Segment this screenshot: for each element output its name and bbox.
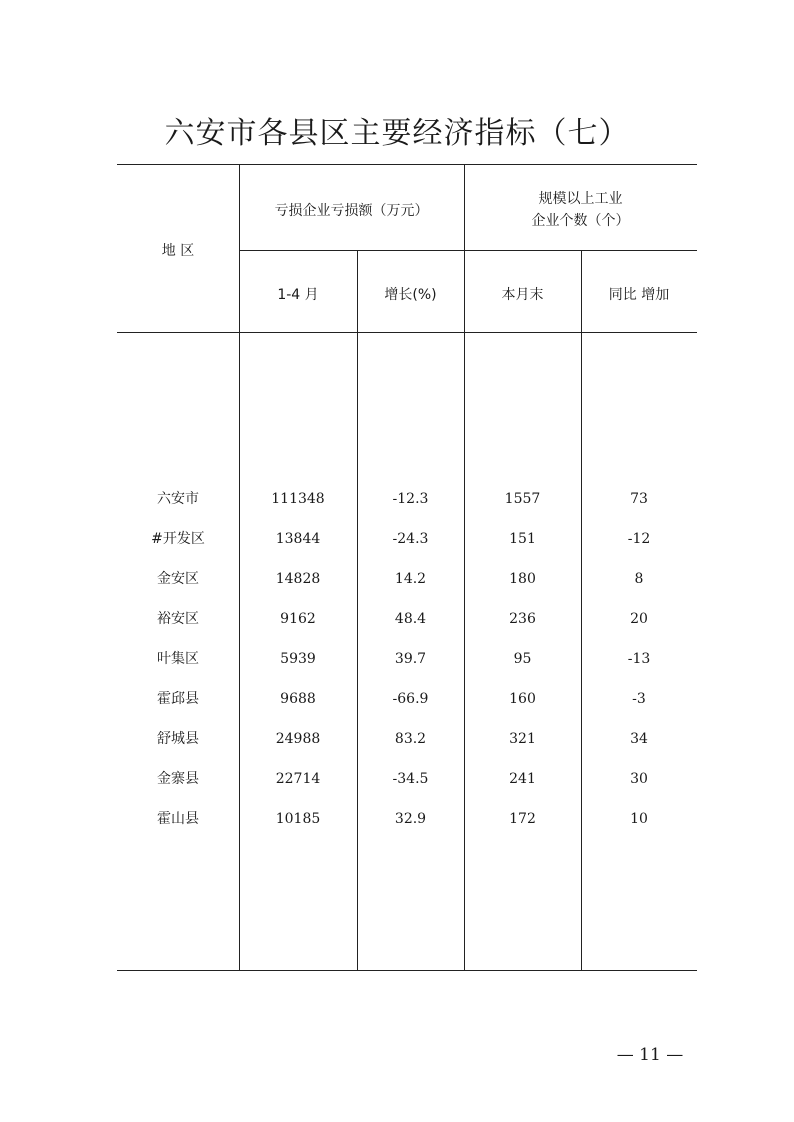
yoy-increase-cell: -13 — [627, 651, 651, 667]
growth-cell: 32.9 — [394, 811, 427, 827]
table-row — [117, 804, 697, 844]
enterprise-count-cell: 241 — [509, 771, 536, 787]
yoy-increase-cell: 20 — [630, 611, 648, 627]
loss-amount-cell: 24988 — [275, 731, 321, 747]
header-mid-rule — [239, 250, 697, 251]
page-number: — 11 — — [616, 1045, 684, 1065]
region-cell: #开发区 — [151, 531, 205, 547]
region-cell: 舒城县 — [157, 731, 199, 747]
table-row — [117, 724, 697, 764]
header-growth: 增长(%) — [384, 287, 437, 303]
region-cell: 霍邱县 — [157, 691, 199, 707]
enterprise-count-cell: 151 — [509, 531, 536, 547]
header-region: 地 区 — [161, 243, 195, 259]
enterprise-count-cell: 95 — [513, 651, 532, 667]
growth-cell: 39.7 — [394, 651, 427, 667]
region-cell: 六安市 — [157, 491, 199, 507]
loss-amount-cell: 9688 — [280, 691, 316, 707]
yoy-increase-cell: -12 — [627, 531, 651, 547]
growth-cell: 48.4 — [394, 611, 427, 627]
enterprise-count-cell: 1557 — [504, 491, 541, 507]
loss-amount-cell: 22714 — [275, 771, 321, 787]
table-row — [117, 604, 697, 644]
yoy-increase-cell: 10 — [630, 811, 648, 827]
table-row — [117, 524, 697, 564]
header-bottom-rule — [117, 332, 697, 333]
table-row — [117, 484, 697, 524]
header-jan-apr: 1-4 月 — [277, 287, 319, 303]
yoy-increase-cell: 30 — [630, 771, 648, 787]
enterprise-count-cell: 236 — [509, 611, 536, 627]
enterprise-count-cell: 160 — [509, 691, 536, 707]
header-enterprise-line2: 企业个数（个） — [531, 213, 630, 229]
table-row — [117, 564, 697, 604]
growth-cell: 83.2 — [394, 731, 427, 747]
header-loss-group: 亏损企业亏损额（万元） — [274, 203, 429, 219]
header-month-end: 本月末 — [501, 287, 544, 303]
header-enterprise-line1: 规模以上工业 — [538, 191, 623, 207]
yoy-increase-cell: -3 — [632, 691, 646, 707]
table-bottom-rule — [117, 970, 697, 971]
header-yoy-increase: 同比 增加 — [608, 287, 670, 303]
loss-amount-cell: 9162 — [280, 611, 316, 627]
table-row — [117, 764, 697, 804]
loss-amount-cell: 13844 — [275, 531, 321, 547]
table-top-rule — [117, 164, 697, 165]
table-body — [117, 484, 697, 844]
loss-amount-cell: 111348 — [271, 491, 325, 507]
page-title: 六安市各县区主要经济指标（七） — [164, 116, 630, 151]
table-row — [117, 644, 697, 684]
growth-cell: -34.5 — [392, 771, 429, 787]
enterprise-count-cell: 321 — [509, 731, 536, 747]
yoy-increase-cell: 8 — [634, 571, 644, 587]
region-cell: 金寨县 — [157, 771, 199, 787]
growth-cell: -66.9 — [392, 691, 429, 707]
region-cell: 金安区 — [157, 571, 199, 587]
yoy-increase-cell: 34 — [630, 731, 648, 747]
loss-amount-cell: 14828 — [275, 571, 321, 587]
region-cell: 裕安区 — [157, 611, 199, 627]
growth-cell: -12.3 — [392, 491, 429, 507]
enterprise-count-cell: 180 — [509, 571, 536, 587]
table-row — [117, 684, 697, 724]
yoy-increase-cell: 73 — [630, 491, 648, 507]
growth-cell: -24.3 — [392, 531, 429, 547]
loss-amount-cell: 10185 — [275, 811, 321, 827]
loss-amount-cell: 5939 — [280, 651, 316, 667]
region-cell: 霍山县 — [157, 811, 199, 827]
enterprise-count-cell: 172 — [509, 811, 536, 827]
region-cell: 叶集区 — [157, 651, 199, 667]
header-enterprise-group — [464, 188, 697, 232]
growth-cell: 14.2 — [394, 571, 427, 587]
